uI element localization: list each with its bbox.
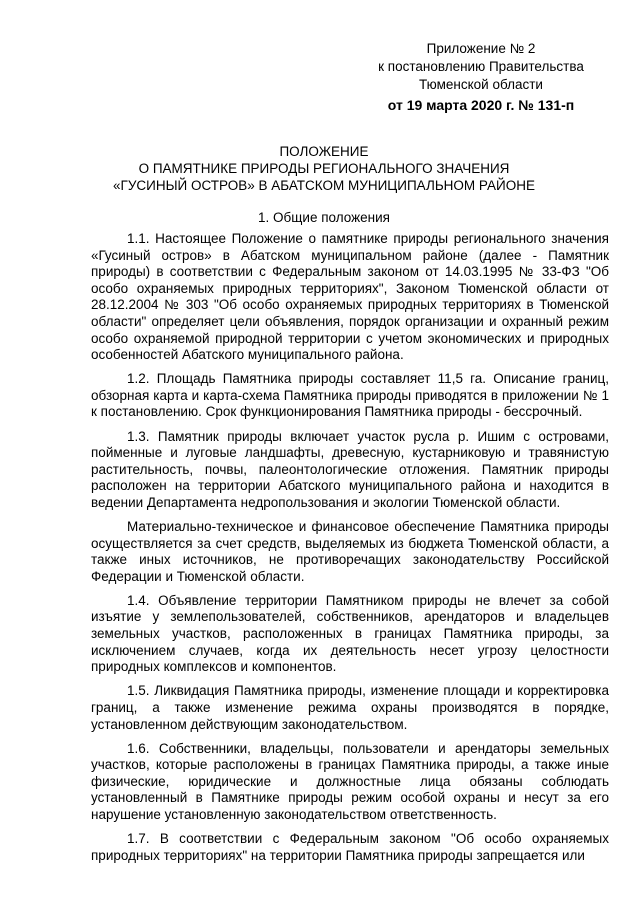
paragraph-1-2: 1.2. Площадь Памятника природы составляет 11,5 га. Описание границ, обзорная карта и карта-схема Памятника природы приводятся в приложении № 1 к постановлению. Срок функционирования Памятника природы - бессрочный. (91, 371, 609, 420)
section-heading: 1. Общие положения (258, 210, 390, 225)
appendix-date-number: от 19 марта 2020 г. № 131-п (387, 97, 575, 113)
appendix-resolution-ref: к постановлению Правительства (378, 59, 584, 74)
section-body (91, 231, 609, 872)
title-line-3: «ГУСИНЫЙ ОСТРОВ» В АБАТСКОМ МУНИЦИПАЛЬНОМ РАЙОНЕ (113, 178, 535, 193)
paragraph-1-6: 1.6. Собственники, владельцы, пользователи и арендаторы земельных участков, которые расположены в границах Памятника природы, а также иные физические, юридические и должностные лица обязаны соблюдать установленный в Памятнике природы режим особой охраны и несут за его нарушение установленную законодательством ответственность. (91, 740, 609, 822)
paragraph-1-3: 1.3. Памятник природы включает участок русла р. Ишим с островами, пойменные и луговые ландшафты, древесную, кустарниковую и травянистую растительность, почвы, палеонтологические отложения. Памятник природы расположен на территории Абатского муниципального района и находится в ведении Департамента недропользования и экологии Тюменской области. (91, 428, 609, 510)
appendix-region: Тюменской области (419, 77, 543, 92)
title-line-1: ПОЛОЖЕНИЕ (279, 144, 369, 159)
paragraph-1-1: 1.1. Настоящее Положение о памятнике природы регионального значения «Гусиный остров» в Абатском муниципальном районе (далее - Памятник природы) в соответствии с Федеральным законом от 14.03.1995 № 33-ФЗ "Об особо охраняемых природных территориях", Законом Тюменской области от 28.12.2004 № 303 "Об особо охраняемых природных территориях в Тюменской области" определяет цели объявления, порядок организации и охранный режим особо охраняемой природной территории с учетом экономических и природных особенностей Абатского муниципального района. (91, 231, 609, 363)
document-title (80, 143, 568, 194)
paragraph-1-3-funding: Материально-техническое и финансовое обеспечение Памятника природы осуществляется за счет средств, выделяемых из бюджета Тюменской области, а также иных источников, не противоречащих законодательству Российской Федерации и Тюменской области. (91, 519, 609, 584)
paragraph-1-4: 1.4. Объявление территории Памятником природы не влечет за собой изъятие у землепользователей, собственников, арендаторов и владельцев земельных участков, расположенных в границах Памятника природы, за исключением случаев, когда их деятельность несет угрозу целостности природных комплексов и компонентов. (91, 592, 609, 675)
appendix-header (360, 40, 602, 114)
title-line-2: О ПАМЯТНИКЕ ПРИРОДЫ РЕГИОНАЛЬНОГО ЗНАЧЕНИЯ (138, 161, 510, 176)
appendix-number: Приложение № 2 (426, 41, 536, 56)
paragraph-1-5: 1.5. Ликвидация Памятника природы, изменение площади и корректировка границ, а также изменение режима охраны производятся в порядке, установленном действующим законодательством. (91, 683, 609, 732)
paragraph-1-7: 1.7. В соответствии с Федеральным законом "Об особо охраняемых природных территориях" на территории Памятника природы запрещается или (91, 831, 609, 863)
